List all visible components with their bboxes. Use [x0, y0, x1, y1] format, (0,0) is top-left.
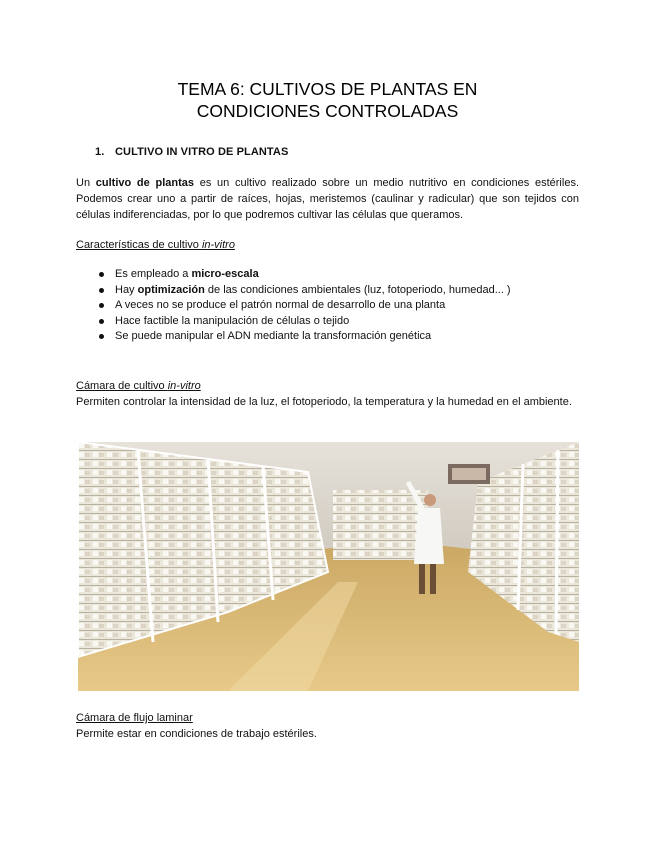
list-item-text: Es empleado a	[115, 268, 192, 280]
characteristics-heading-text: Características de cultivo	[76, 239, 202, 251]
characteristics-heading	[76, 237, 235, 253]
section-title: CULTIVO IN VITRO DE PLANTAS	[115, 146, 289, 158]
flow-paragraph: Permite estar en condiciones de trabajo estériles.	[76, 728, 317, 740]
intro-text-rest: es un cultivo realizado sobre un medio nutritivo en condiciones estériles. Podemos crear uno a partir de raíces, hojas, meristemos (caulinar y radicular) que son tejidos con células indiferenciadas, por lo que podremos cultivar las células que queramos.	[76, 177, 579, 221]
bullet-icon	[99, 334, 104, 339]
list-item-bold: optimización	[137, 283, 205, 296]
list-item	[76, 314, 511, 330]
intro-text-start: Un	[76, 177, 96, 189]
list-item	[76, 267, 511, 283]
page-title-line-1: TEMA 6: CULTIVOS DE PLANTAS EN	[177, 79, 478, 99]
chamber-heading-italic: in-vitro	[167, 380, 201, 392]
list-item-text: A veces no se produce el patrón normal de desarrollo de una planta	[115, 299, 446, 312]
list-item	[76, 329, 511, 345]
bullet-icon	[99, 303, 104, 308]
list-item-text-rest: de las condiciones ambientales (luz, fotoperiodo, humedad... )	[204, 283, 511, 296]
section-number: 1.	[95, 146, 105, 158]
bullet-icon	[99, 319, 104, 324]
list-item	[76, 283, 511, 299]
list-item	[76, 298, 511, 314]
chamber-heading-text: Cámara de cultivo	[76, 380, 168, 392]
list-item-text: Hay	[115, 283, 138, 296]
intro-paragraph	[76, 175, 579, 223]
section-heading	[95, 146, 288, 158]
growth-chamber-photo	[78, 442, 579, 691]
chamber-heading	[76, 378, 201, 394]
bullet-icon	[99, 272, 104, 277]
characteristics-list	[76, 267, 511, 345]
page-title-line-2: CONDICIONES CONTROLADAS	[196, 101, 459, 121]
list-item-text: Se puede manipular el ADN mediante la transformación genética	[115, 330, 432, 343]
bullet-icon	[99, 288, 104, 293]
list-item-bold: micro-escala	[191, 268, 259, 280]
list-item-text: Hace factible la manipulación de células o tejido	[115, 314, 350, 327]
flow-heading: Cámara de flujo laminar	[76, 712, 193, 724]
characteristics-heading-italic: in-vitro	[201, 239, 235, 251]
chamber-paragraph: Permiten controlar la intensidad de la luz, el fotoperiodo, la temperatura y la humedad en el ambiente.	[76, 396, 572, 408]
intro-bold-term: cultivo de plantas	[95, 177, 194, 189]
